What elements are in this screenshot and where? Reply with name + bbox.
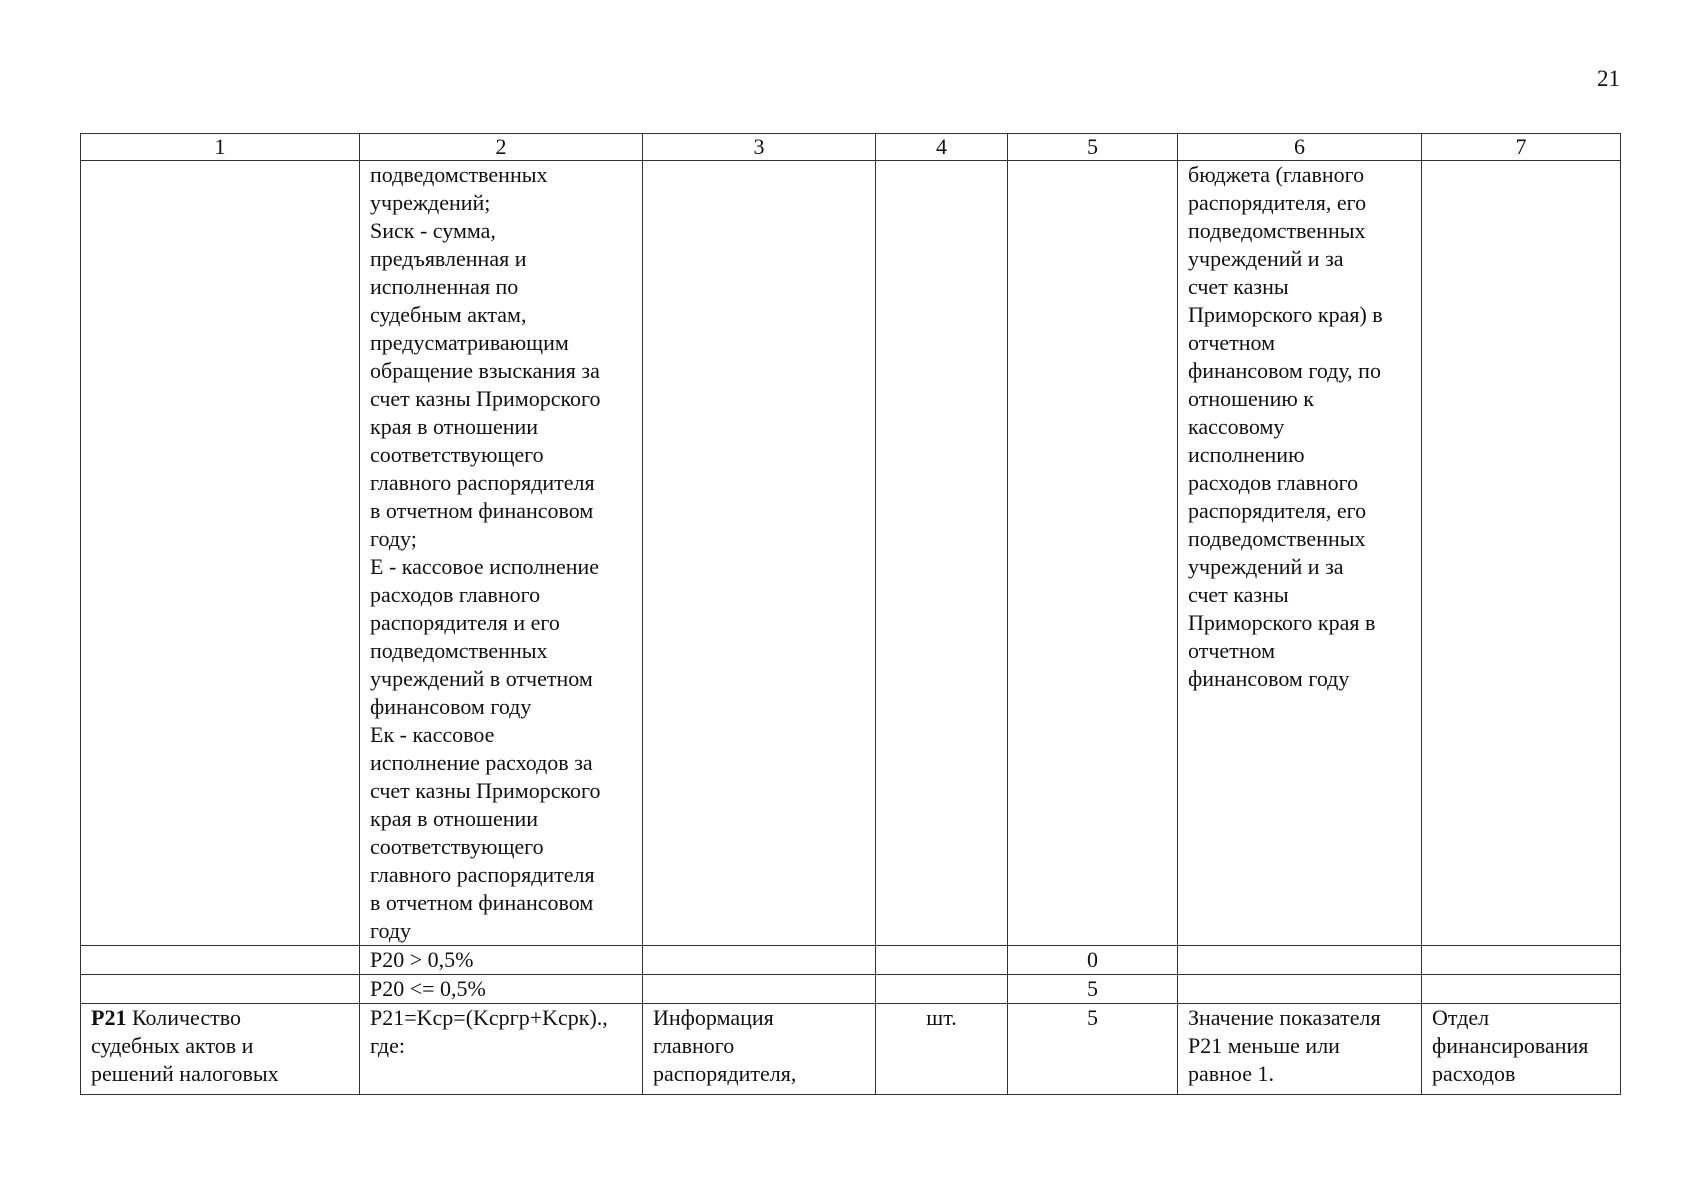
formula-line: учреждений в отчетном (370, 666, 593, 691)
cell-p21-score: 5 (1008, 1004, 1178, 1095)
formula-line: судебным актам, (370, 302, 527, 327)
responsible-line: финансирования (1432, 1033, 1589, 1058)
formula-line: в отчетном финансовом (370, 498, 594, 523)
cell-p21-source (643, 1004, 876, 1095)
source-line: распорядителя, (653, 1061, 797, 1086)
empty-cell (1422, 946, 1621, 975)
description-line: распорядителя, его (1188, 190, 1367, 215)
formula-line: исполненная по (370, 274, 519, 299)
empty-cell (1178, 946, 1422, 975)
cell-p21-unit: шт. (876, 1004, 1008, 1095)
formula-line: счет казны Приморского (370, 386, 601, 411)
empty-cell (81, 975, 360, 1004)
description-line: исполнению (1188, 442, 1305, 467)
description-line: P21 меньше или (1188, 1033, 1340, 1058)
formula-line: обращение взыскания за (370, 358, 600, 383)
formula-line: Sиск - сумма, (370, 218, 496, 243)
header-col-7: 7 (1422, 134, 1621, 161)
formula-line: края в отношении (370, 806, 539, 831)
indicator-name-line: судебных актов и (91, 1033, 254, 1058)
cell-source (643, 161, 876, 946)
cell-p21-formula (360, 1004, 643, 1095)
cell-p21-responsible (1422, 1004, 1621, 1095)
page-number: 21 (1597, 66, 1620, 91)
formula-line: E - кассовое исполнение (370, 554, 600, 579)
formula-line: счет казны Приморского (370, 778, 601, 803)
table-row-p21 (81, 1004, 1621, 1095)
formula-line: где: (370, 1033, 405, 1058)
header-col-2: 2 (360, 134, 643, 161)
responsible-line: Отдел (1432, 1005, 1490, 1030)
cell-p21-description (1178, 1004, 1422, 1095)
header-col-4: 4 (876, 134, 1008, 161)
description-line: учреждений и за (1188, 246, 1344, 271)
empty-cell (643, 946, 876, 975)
description-line: подведомственных (1188, 526, 1366, 551)
formula-line: году; (370, 526, 417, 551)
description-line: Приморского края) в (1188, 302, 1383, 327)
cell-responsible (1422, 161, 1621, 946)
description-line: равное 1. (1188, 1061, 1274, 1086)
formula-line: главного распорядителя (370, 470, 595, 495)
cell-formula-continuation (360, 161, 643, 946)
empty-cell (643, 975, 876, 1004)
empty-cell (1178, 975, 1422, 1004)
header-col-6: 6 (1178, 134, 1422, 161)
formula-line: главного распорядителя (370, 862, 595, 887)
empty-cell (876, 975, 1008, 1004)
cell-description-continuation (1178, 161, 1422, 946)
formula-line: соответствующего (370, 442, 544, 467)
cell-indicator-name (81, 161, 360, 946)
formula-line: исполнение расходов за (370, 750, 593, 775)
description-line: счет казны (1188, 582, 1289, 607)
score-cell: 0 (1008, 946, 1178, 975)
indicator-name-line: решений налоговых (91, 1061, 279, 1086)
formula-line: края в отношении (370, 414, 539, 439)
description-line: счет казны (1188, 274, 1289, 299)
responsible-line: расходов (1432, 1061, 1516, 1086)
cell-score (1008, 161, 1178, 946)
formula-line: соответствующего (370, 834, 544, 859)
formula-line: распорядителя и его (370, 610, 560, 635)
formula-line: подведомственных (370, 638, 548, 663)
formula-line: в отчетном финансовом (370, 890, 594, 915)
table-row-continuation (81, 161, 1621, 946)
formula-line: Ек - кассовое (370, 722, 495, 747)
empty-cell (876, 946, 1008, 975)
condition-cell: P20 <= 0,5% (360, 975, 643, 1004)
empty-cell (81, 946, 360, 975)
header-col-5: 5 (1008, 134, 1178, 161)
description-line: отчетном (1188, 638, 1276, 663)
indicator-code: P21 (91, 1005, 127, 1030)
condition-cell: P20 > 0,5% (360, 946, 643, 975)
description-line: расходов главного (1188, 470, 1359, 495)
description-line: отчетном (1188, 330, 1276, 355)
indicator-table (80, 133, 1621, 1095)
formula-line: предъявленная и (370, 246, 527, 271)
description-line: Приморского края в (1188, 610, 1376, 635)
description-line: бюджета (главного (1188, 162, 1365, 187)
header-col-1: 1 (81, 134, 360, 161)
empty-cell (1422, 975, 1621, 1004)
indicator-name-line: Количество (126, 1005, 241, 1030)
formula-line: учреждений; (370, 190, 491, 215)
header-col-3: 3 (643, 134, 876, 161)
table-row-condition-1 (81, 946, 1621, 975)
header-row (81, 134, 1621, 161)
table-row-condition-2 (81, 975, 1621, 1004)
formula-line: подведомственных (370, 162, 548, 187)
description-line: Значение показателя (1188, 1005, 1381, 1030)
description-line: кассовому (1188, 414, 1285, 439)
description-line: финансовом году (1188, 666, 1350, 691)
cell-p21-name (81, 1004, 360, 1095)
description-line: учреждений и за (1188, 554, 1344, 579)
formula-line: предусматривающим (370, 330, 569, 355)
formula-line: расходов главного (370, 582, 541, 607)
formula-line: P21=Kср=(Kсргр+Kсрк)., (370, 1005, 608, 1030)
score-cell: 5 (1008, 975, 1178, 1004)
formula-line: году (370, 918, 412, 943)
formula-line: финансовом году (370, 694, 532, 719)
source-line: главного (653, 1033, 735, 1058)
description-line: отношению к (1188, 386, 1314, 411)
source-line: Информация (653, 1005, 774, 1030)
description-line: распорядителя, его (1188, 498, 1367, 523)
description-line: подведомственных (1188, 218, 1366, 243)
description-line: финансовом году, по (1188, 358, 1381, 383)
cell-unit (876, 161, 1008, 946)
